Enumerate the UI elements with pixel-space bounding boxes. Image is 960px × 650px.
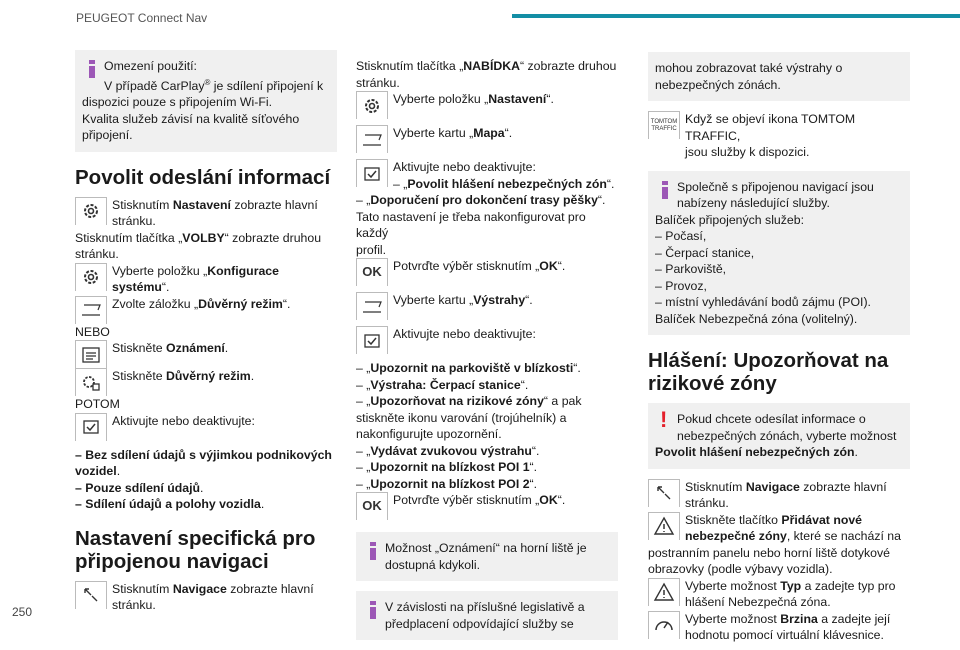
running-header: PEUGEOT Connect Nav [76,11,208,25]
header-accent-bar [512,14,960,18]
option-line: – „Upozornit na blízkost POI 1“. [356,460,538,474]
info-icon [370,542,376,560]
option-line: – „Doporučení pro dokončení trasy pěšky“. [356,193,606,207]
section-heading: Hlášení: Upozorňovat na rizikové zóny [648,349,889,395]
column-3: mohou zobrazovat také výstrahy o nebezpečných zónách. TOMTOM TRAFFIC Když se objeví ikona TOMTOM TRAFFIC, jsou služby k dispozici. Společně s připojenou navigací jsou nabízeny následující služby. Balíček připojených služeb: – Počasí, – Čerpací stanice, – Parkoviště, – Provoz, – místní vyhledávání bodů zájmu (POI). Balíček Nebezpečná zóna (volitelný). Hlášení: Upozorňovat na rizikové zóny ! Pokud chcete odesílat informace o nebezpečných zónách, vyberte možnost Povolit hlášení nebezpečných zón. Stisknutím Navigace zobrazte hlavní stránku. Stiskněte tlačítko Přidávat nové nebezpečné zóny, které se nachází na postranním panelu nebo horní liště dotykové obrazovky (podle výbavy vozidla). Vyberte možnost Typ a zadejte typ pro hlášení Nebezpečná zóna. Vyberte možnost Brzina a zadejte její hodnotu pomocí virtuální klávesnice. [648,52,910,644]
warning-note: ! Pokud chcete odesílat informace o nebezpečných zónách, vyberte možnost Povolit hlášení nebezpečných zón. [648,403,910,469]
warning-icon: ! [660,407,668,432]
checkbox-icon [356,159,388,187]
info-icon [370,601,376,619]
privacy-gear-icon [75,368,107,396]
step-tomtom: TOMTOM TRAFFIC Když se objeví ikona TOMTOM TRAFFIC, jsou služby k dispozici. [648,111,910,161]
note-line: dispozici pouze s připojením Wi-Fi. [82,95,272,110]
note-continuation: mohou zobrazovat také výstrahy o nebezpečných zónách. [648,52,910,101]
option-line: – „Upozornit na parkoviště v blízkosti“. [356,361,581,375]
step-alerts-tab: Vyberte kartu „Výstrahy“. [356,292,618,320]
option-line: – „Upozornit na blízkost POI 2“. [356,476,538,491]
ok-icon: OK [356,258,388,286]
gear-icon [75,263,107,291]
step-map-tab: Vyberte kartu „Mapa“. [356,125,618,153]
navigation-icon [75,581,107,609]
section-heading: Nastavení specifická pro připojenou navigaci [75,526,316,573]
option-line: – Sdílení údajů a polohy vozidla. [75,497,265,512]
note-line: V případě CarPlay® je sdílení připojení k [104,77,324,93]
checkbox-icon [356,326,388,354]
option-line: – Pouze sdílení údajů. [75,480,204,495]
then-label: POTOM [75,397,120,412]
note-line: Kvalita služeb závisí na kvalitě síťového [82,111,300,126]
option-line: – Bez sdílení údajů s výjimkou podnikových vozidel. [75,447,332,479]
checkbox-icon [75,413,107,441]
info-note-carplay [75,50,337,152]
step-settings: Stisknutím Nastavení zobrazte hlavní stránku. [75,197,337,230]
column-1 [75,50,337,614]
step-speed: Vyberte možnost Brzina a zadejte její hodnotu pomocí virtuální klávesnice. [648,611,910,644]
instruction-text: Stisknutím tlačítka „VOLBY“ zobrazte druhou stránku. [75,230,322,262]
step-confirm: OK Potvrďte výběr stisknutím „OK“. [356,258,618,286]
tomtom-traffic-icon: TOMTOM TRAFFIC [648,111,680,139]
navigation-icon [648,479,680,507]
info-note-notifications: Možnost „Oznámení“ na horní liště je dostupná kdykoli. [356,532,618,581]
step-add-danger-zone: Stiskněte tlačítko Přidávat nové nebezpečné zóny, které se nachází na [648,512,910,545]
step-navigation: Stisknutím Navigace zobrazte hlavní stránku. [648,479,910,512]
gear-icon [75,197,107,225]
section-heading: Povolit odeslání informací [75,165,331,189]
option-line: – „Vydávat zvukovou výstrahu“. [356,443,540,458]
notifications-icon [75,340,107,368]
step-confirm: OK Potvrďte výběr stisknutím „OK“. [356,492,618,520]
step-privacy-mode: Stiskněte Důvěrný režim. [75,368,337,396]
step-system-config: Vyberte položku „Konfigurace systému“. [75,263,337,296]
step-toggle: Aktivujte nebo deaktivujte: – „Povolit hlášení nebezpečných zón“. [356,159,618,192]
gear-icon [356,91,388,119]
or-label: NEBO [75,324,110,339]
ok-icon: OK [356,492,388,520]
tab-icon [356,125,388,153]
info-note-services: Společně s připojenou navigací jsou nabízeny následující služby. Balíček připojených služeb: – Počasí, – Čerpací stanice, – Parkoviště, – Provoz, – místní vyhledávání bodů zájmu (POI). Balíček Nebezpečná zóna (volitelný). [648,171,910,336]
warning-triangle-icon [648,512,680,540]
option-line: – „Výstraha: Čerpací stanice“. [356,377,529,392]
speedometer-icon [648,611,680,639]
warning-triangle-icon [648,578,680,606]
page-number: 250 [12,605,33,619]
note-line: připojení. [82,128,133,143]
instruction-text: Stisknutím tlačítka „NABÍDKA“ zobrazte druhou stránku. [356,59,617,90]
step-toggle: Aktivujte nebo deaktivujte: [75,413,337,441]
note-line: Omezení použití: [104,59,197,73]
option-line: – „Upozorňovat na rizikové zóny“ a pak stiskněte ikonu varování (trojúhelník) a nakonfigurujte upozornění. [356,394,582,441]
tab-icon [75,296,107,324]
info-icon [89,60,95,78]
info-note-legislation: V závislosti na příslušné legislativě a předplacení odpovídající služby se [356,591,618,640]
instruction-text: Tato nastavení je třeba nakonfigurovat pro každý profil. [356,209,586,257]
step-settings: Vyberte položku „Nastavení“. [356,91,618,119]
step-type: Vyberte možnost Typ a zadejte typ pro hlášení Nebezpečná zóna. [648,578,910,611]
step-notifications: Stiskněte Oznámení. [75,340,337,368]
step-privacy-tab: Zvolte záložku „Důvěrný režim“. [75,296,337,324]
tab-icon [356,292,388,320]
column-2 [356,58,618,650]
step-toggle: Aktivujte nebo deaktivujte: [356,326,618,354]
info-icon [662,181,668,199]
step-navigation: Stisknutím Navigace zobrazte hlavní stránku. [75,581,337,614]
